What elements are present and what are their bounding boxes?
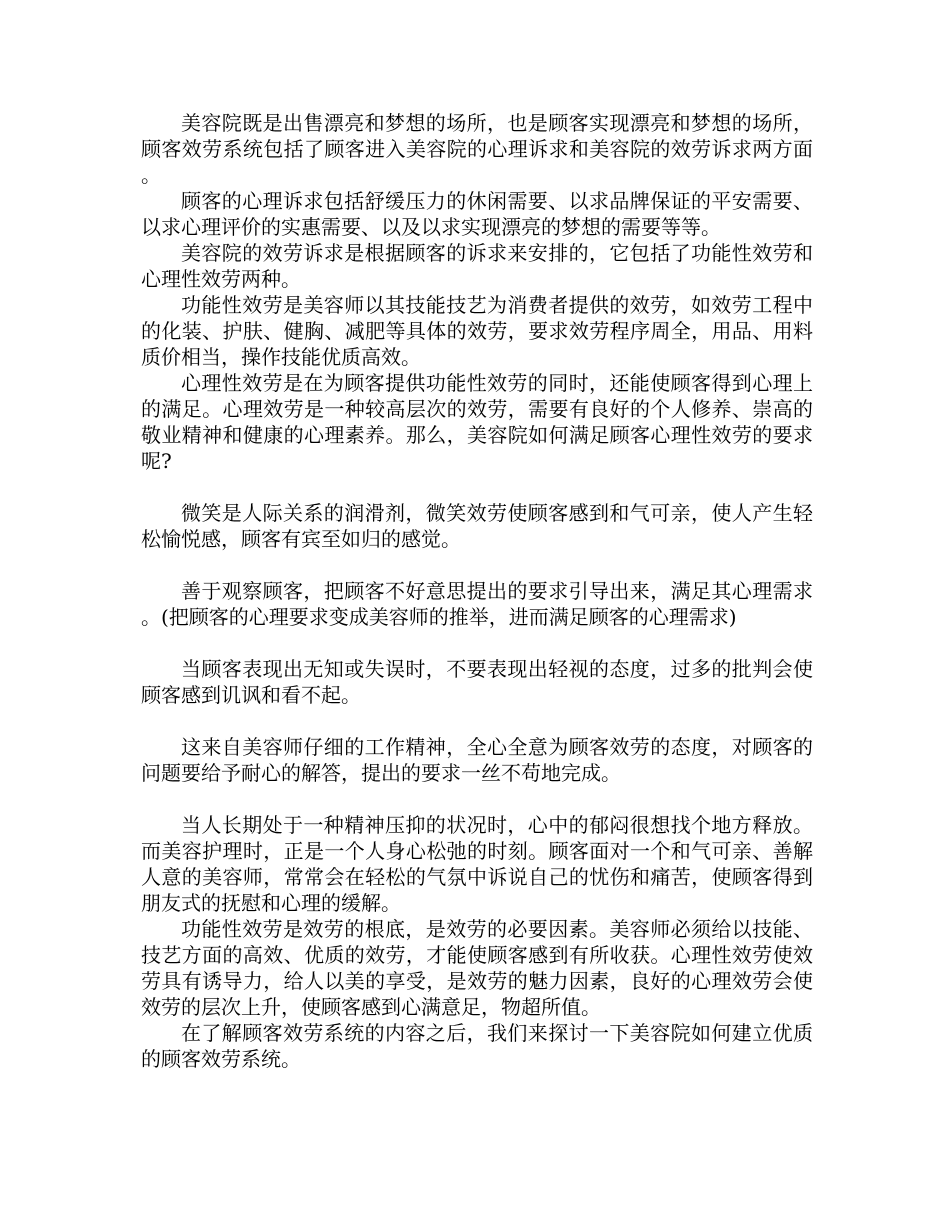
paragraph-spacer [141,786,813,812]
paragraph: 功能性效劳是效劳的根底，是效劳的必要因素。美容师必须给以技能、技艺方面的高效、优质的效劳，才能使顾客感到有所收获。心理性效劳使效劳具有诱导力，给人以美的享受，是效劳的魅力因素，良好的心理效劳会使效劳的层次上升，使顾客感到心满意足，物超所值。 [141,917,813,1019]
paragraph: 当人长期处于一种精神压抑的状况时，心中的郁闷很想找个地方释放。而美容护理时，正是一个人身心松弛的时刻。顾客面对一个和气可亲、善解人意的美容师，常常会在轻松的气氛中诉说自己的忧伤和痛苦，使顾客得到朋友式的抚慰和心理的缓解。 [141,813,813,915]
paragraph: 顾客的心理诉求包括舒缓压力的休闲需要、以求品牌保证的平安需要、以求心理评价的实惠需要、以及以求实现漂亮的梦想的需要等等。 [141,189,813,239]
paragraph-spacer [141,630,813,656]
paragraph: 善于观察顾客，把顾客不好意思提出的要求引导出来，满足其心理需求。(把顾客的心理要求变成美容师的推举，进而满足顾客的心理需求) [141,579,813,629]
paragraph: 美容院既是出售漂亮和梦想的场所，也是顾客实现漂亮和梦想的场所，顾客效劳系统包括了顾客进入美容院的心理诉求和美容院的效劳诉求两方面。 [141,111,813,187]
paragraph: 当顾客表现出无知或失误时，不要表现出轻视的态度，过多的批判会使顾客感到讥讽和看不起。 [141,657,813,707]
paragraph: 这来自美容师仔细的工作精神，全心全意为顾客效劳的态度，对顾客的问题要给予耐心的解答，提出的要求一丝不苟地完成。 [141,735,813,785]
paragraph-spacer [141,474,813,500]
paragraph: 心理性效劳是在为顾客提供功能性效劳的同时，还能使顾客得到心理上的满足。心理效劳是一种较高层次的效劳，需要有良好的个人修养、崇高的敬业精神和健康的心理素养。那么，美容院如何满足顾客心理性效劳的要求呢? [141,371,813,473]
paragraph-spacer [141,552,813,578]
document-body [141,110,813,1072]
paragraph: 功能性效劳是美容师以其技能技艺为消费者提供的效劳，如效劳工程中的化装、护肤、健胸、减肥等具体的效劳，要求效劳程序周全，用品、用料质价相当，操作技能优质高效。 [141,293,813,369]
paragraph: 美容院的效劳诉求是根据顾客的诉求来安排的，它包括了功能性效劳和心理性效劳两种。 [141,241,813,291]
paragraph-spacer [141,708,813,734]
paragraph: 在了解顾客效劳系统的内容之后，我们来探讨一下美容院如何建立优质的顾客效劳系统。 [141,1021,813,1071]
paragraph: 微笑是人际关系的润滑剂，微笑效劳使顾客感到和气可亲，使人产生轻松愉悦感，顾客有宾至如归的感觉。 [141,501,813,551]
